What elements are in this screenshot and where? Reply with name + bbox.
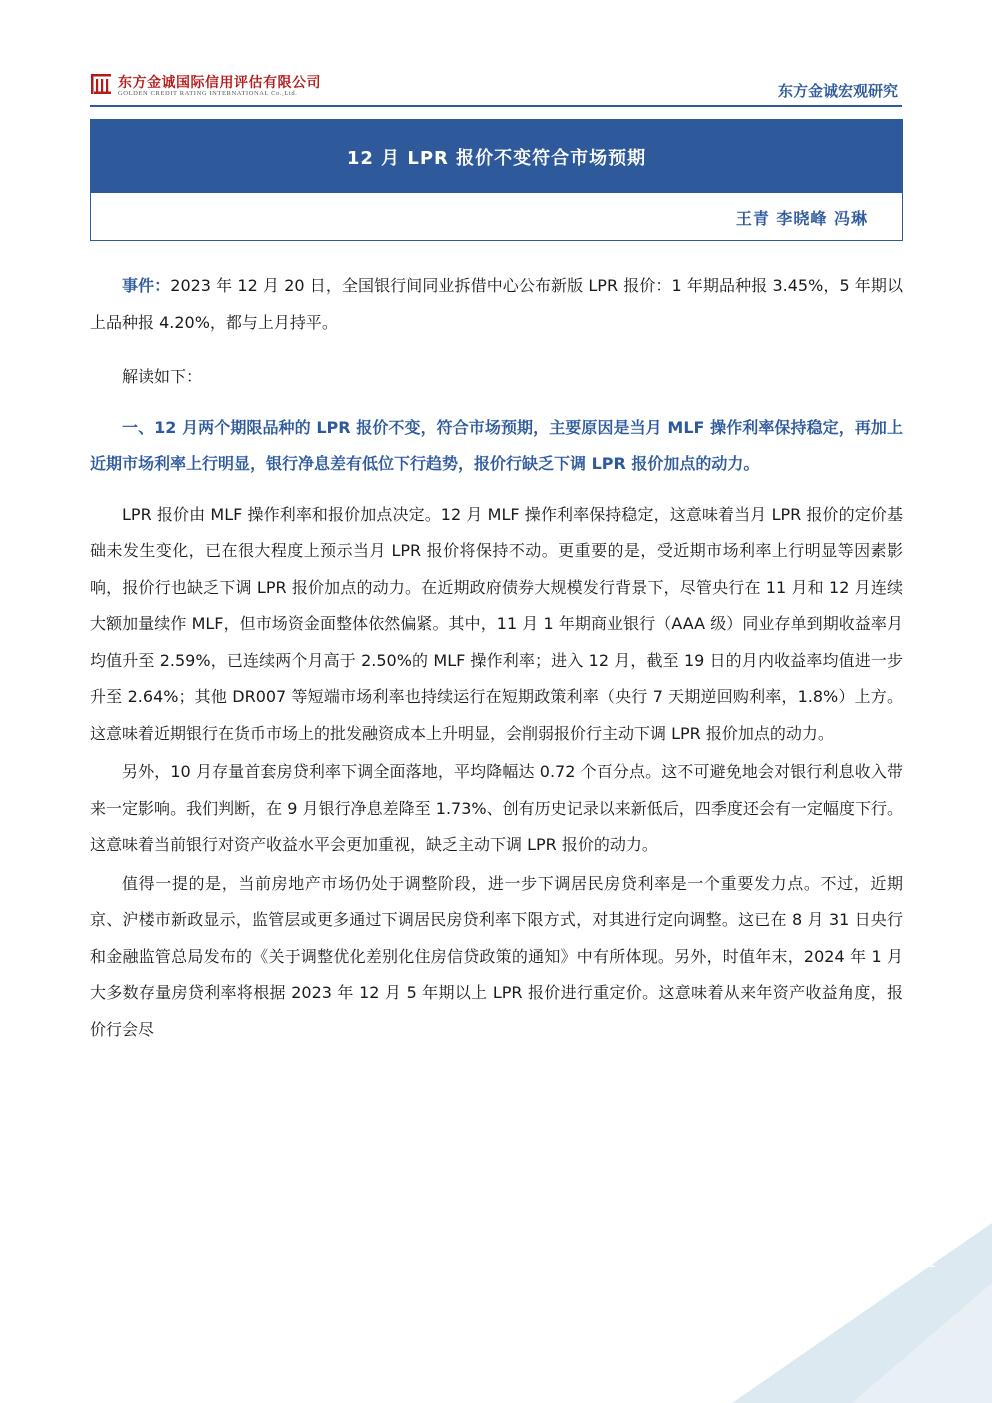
- company-logo-icon: [90, 72, 112, 96]
- authors: 王青 李晓峰 冯琳: [735, 209, 868, 228]
- company-logo: [90, 72, 340, 100]
- company-name-en: GOLDEN CREDIT RATING INTERNATIONAL Co.,Ltd.: [118, 90, 298, 97]
- title-band: [91, 120, 902, 193]
- decorative-corner: [732, 1223, 992, 1403]
- header-divider: [90, 105, 902, 107]
- section-heading-1: 一、12 月两个期限品种的 LPR 报价不变，符合市场预期，主要原因是当月 MLF 操作利率保持稳定，再加上近期市场利率上行明显，银行净息差有低位下行趋势，报价行缺乏下调 LPR 报价加点的动力。: [90, 417, 903, 473]
- event-text: 2023 年 12 月 20 日，全国银行间同业拆借中心公布新版 LPR 报价：1 年期品种报 3.45%，5 年期以上品种报 4.20%，都与上月持平。: [90, 276, 903, 332]
- title-box: [90, 119, 903, 241]
- report-series-title: 东方金诚宏观研究: [777, 82, 898, 100]
- event-label: 事件：: [122, 276, 171, 295]
- intro-text: 解读如下：: [122, 367, 203, 386]
- report-body: [90, 268, 903, 1048]
- body-paragraph: LPR 报价由 MLF 操作利率和报价加点决定。12 月 MLF 操作利率保持稳定，这意味着当月 LPR 报价的定价基础未发生变化，已在很大程度上预示当月 LPR 报价将保持不动。更重要的是，受近期市场利率上行明显等因素影响，报价行也缺乏下调 LPR 报价加点的动力。在近期政府债券大规模发行背景下，尽管央行在 11 月和 12 月连续大额加量续作 MLF，但市场资金面整体依然偏紧。其中，11 月 1 年期商业银行（AAA 级）同业存单到期收益率月均值升至 2.59%，已连续两个月高于 2.50%的 MLF 操作利率；进入 12 月，截至 19 日的月内收益率均值进一步升至 2.64%；其他 DR007 等短端市场利率也持续运行在短期政策利率（央行 7 天期逆回购利率，1.8%）上方。这意味着近期银行在货币市场上的批发融资成本上升明显，会削弱报价行主动下调 LPR 报价加点的动力。: [90, 504, 903, 743]
- company-name-cn: 东方金诚国际信用评估有限公司: [118, 75, 321, 91]
- event-paragraph: [90, 268, 903, 341]
- report-title: 12 月 LPR 报价不变符合市场预期: [346, 147, 647, 169]
- body-paragraph: 另外，10 月存量首套房贷利率下调全面落地，平均降幅达 0.72 个百分点。这不可避免地会对银行利息收入带来一定影响。我们判断，在 9 月银行净息差降至 1.73%、创有历史记录以来新低后，四季度还会有一定幅度下行。这意味着当前银行对资产收益水平会更加重视，缺乏主动下调 LPR 报价的动力。: [90, 762, 903, 854]
- page-number: 1: [927, 1256, 936, 1271]
- body-paragraph: 值得一提的是，当前房地产市场仍处于调整阶段，进一步下调居民房贷利率是一个重要发力点。不过，近期京、沪楼市新政显示，监管层或更多通过下调居民房贷利率下限方式，对其进行定向调整。这已在 8 月 31 日央行和金融监管总局发布的《关于调整优化差别化住房信贷政策的通知》中有所体现。另外，时值年末，2024 年 1 月大多数存量房贷利率将根据 2023 年 12 月 5 年期以上 LPR 报价进行重定价。这意味着从来年资产收益角度，报价行会尽: [90, 873, 903, 1039]
